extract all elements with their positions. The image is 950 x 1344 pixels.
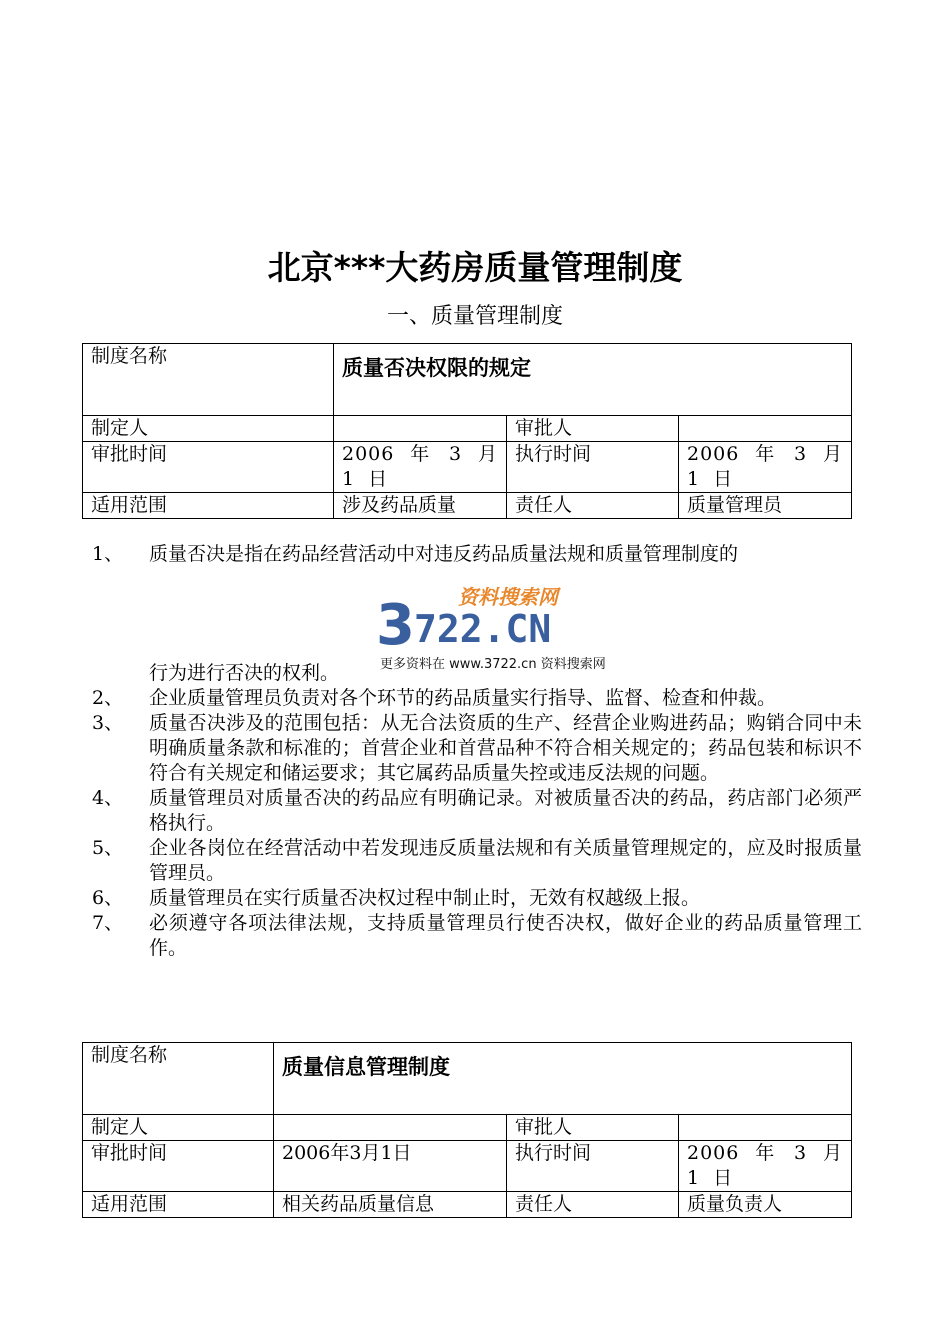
item-text: 必须遵守各项法律法规，支持质量管理员行使否决权，做好企业的药品质量管理工作。 — [149, 912, 862, 959]
logo-footer: 更多资料在 www.3722.cn 资料搜索网 — [380, 657, 606, 672]
label-maker: 制定人 — [83, 1115, 274, 1141]
label-approver: 审批人 — [507, 416, 679, 442]
item-text: 质量管理员对质量否决的药品应有明确记录。对被质量否决的药品，药店部门必须严格执行。 — [149, 787, 862, 834]
item-number: 6、 — [92, 887, 124, 909]
value-scope: 涉及药品质量 — [334, 493, 507, 519]
value-scope: 相关药品质量信息 — [274, 1192, 507, 1218]
item-number: 4、 — [92, 787, 124, 809]
item-number: 2、 — [92, 687, 124, 709]
item-number: 5、 — [92, 837, 124, 859]
section-heading: 一、质量管理制度 — [386, 304, 563, 329]
value-regulation-name: 质量否决权限的规定 — [334, 344, 852, 416]
value-regulation-name: 质量信息管理制度 — [274, 1043, 852, 1115]
item-text-continued: 行为进行否决的权利。 — [149, 662, 340, 684]
label-exec-time: 执行时间 — [507, 442, 679, 493]
label-scope: 适用范围 — [83, 493, 334, 519]
label-scope: 适用范围 — [83, 1192, 274, 1218]
item-number: 1、 — [92, 543, 124, 565]
value-approve-time: 2006 年 3 月 1 日 — [334, 442, 507, 493]
value-approver — [679, 416, 852, 442]
regulation-table-1 — [82, 343, 852, 519]
list-item — [92, 786, 862, 836]
label-approver: 审批人 — [507, 1115, 679, 1141]
value-approve-time: 2006年3月1日 — [274, 1141, 507, 1192]
logo-tagline: 资料搜索网 — [458, 585, 558, 609]
list-item — [92, 686, 862, 711]
list-item — [92, 711, 862, 786]
value-exec-time: 2006 年 3 月 1 日 — [679, 442, 852, 493]
item-text: 质量否决涉及的范围包括：从无合法资质的生产、经营企业购进药品；购销合同中未明确质量条款和标准的；首营企业和首营品种不符合相关规定的；药品包装和标识不符合有关规定和储运要求；其它属药品质量失控或违反法规的问题。 — [149, 712, 862, 784]
list-item — [92, 836, 862, 886]
value-maker — [274, 1115, 507, 1141]
logo-brand-number: 3 — [376, 593, 415, 658]
item-text: 质量否决是指在药品经营活动中对违反药品质量法规和质量管理制度的 — [149, 543, 739, 565]
value-maker — [334, 416, 507, 442]
label-maker: 制定人 — [83, 416, 334, 442]
label-approve-time: 审批时间 — [83, 442, 334, 493]
regulation-table-2 — [82, 1042, 852, 1218]
value-owner: 质量管理员 — [679, 493, 852, 519]
watermark-logo — [376, 582, 676, 674]
item-text: 企业质量管理员负责对各个环节的药品质量实行指导、监督、检查和仲裁。 — [149, 687, 777, 709]
label-regulation-name: 制度名称 — [83, 1043, 274, 1115]
label-approve-time: 审批时间 — [83, 1141, 274, 1192]
value-approver — [679, 1115, 852, 1141]
item-text: 企业各岗位在经营活动中若发现违反质量法规和有关质量管理规定的，应及时报质量管理员。 — [149, 837, 862, 884]
document-title: 北京***大药房质量管理制度 — [267, 248, 683, 287]
item-text: 质量管理员在实行质量否决权过程中制止时，无效有权越级上报。 — [149, 887, 701, 909]
item-number: 7、 — [92, 912, 124, 934]
item-number: 3、 — [92, 712, 124, 734]
label-owner: 责任人 — [507, 1192, 679, 1218]
list-item — [92, 911, 862, 961]
label-regulation-name: 制度名称 — [83, 344, 334, 416]
logo-brand-text: 722.CN — [414, 607, 552, 651]
label-owner: 责任人 — [507, 493, 679, 519]
label-exec-time: 执行时间 — [507, 1141, 679, 1192]
value-exec-time: 2006 年 3 月 1 日 — [679, 1141, 852, 1192]
value-owner: 质量负责人 — [679, 1192, 852, 1218]
list-item — [92, 886, 862, 911]
logo-graphic — [376, 582, 676, 674]
